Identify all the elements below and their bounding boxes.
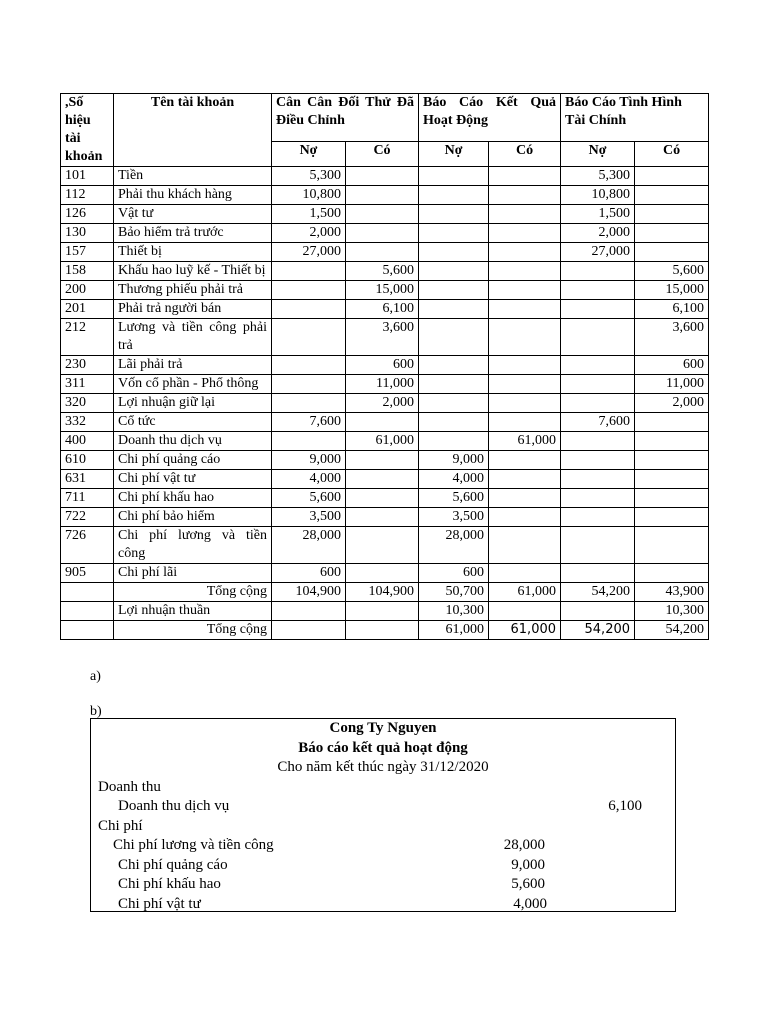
total-bs-credit: 43,900 [635, 583, 709, 602]
account-name: Vật tư [114, 205, 272, 224]
header-debit: Nợ [561, 142, 635, 167]
bs-credit-cell [635, 508, 709, 527]
bs-credit-cell [635, 205, 709, 224]
header-credit: Có [489, 142, 561, 167]
header-debit: Nợ [272, 142, 346, 167]
tb-debit-cell [272, 375, 346, 394]
expense-label: Chi phí vật tư [118, 895, 201, 912]
is-debit-cell: 9,000 [419, 451, 489, 470]
is-debit-cell: 600 [419, 564, 489, 583]
account-row [61, 243, 709, 262]
net-income-is-debit: 10,300 [419, 602, 489, 621]
account-name: Doanh thu dịch vụ [114, 432, 272, 451]
is-credit-cell [489, 167, 561, 186]
bs-debit-cell [561, 356, 635, 375]
account-row [61, 356, 709, 375]
is-credit-cell [489, 413, 561, 432]
account-row [61, 413, 709, 432]
grand-total-label: Tổng cộng [114, 621, 272, 640]
account-number: 230 [61, 356, 114, 375]
account-row [61, 186, 709, 205]
bs-debit-cell [561, 451, 635, 470]
account-name: Chi phí quảng cáo [114, 451, 272, 470]
bs-credit-cell [635, 224, 709, 243]
header-account-name: Tên tài khoản [114, 94, 272, 167]
tb-credit-cell: 5,600 [346, 262, 419, 281]
account-row [61, 375, 709, 394]
grand-total-is-debit: 61,000 [419, 621, 489, 640]
expense-label: Chi phí quảng cáo [118, 856, 228, 873]
is-debit-cell [419, 319, 489, 356]
account-name: Bảo hiểm trả trước [114, 224, 272, 243]
total-label: Tổng cộng [114, 583, 272, 602]
total-row [61, 583, 709, 602]
tb-credit-cell: 11,000 [346, 375, 419, 394]
tb-credit-cell: 15,000 [346, 281, 419, 300]
bs-credit-cell [635, 432, 709, 451]
bs-debit-cell [561, 281, 635, 300]
account-row [61, 432, 709, 451]
bs-credit-cell [635, 470, 709, 489]
bs-debit-cell [561, 470, 635, 489]
tb-credit-cell [346, 243, 419, 262]
expense-label: Chi phí lương và tiền công [113, 837, 274, 853]
tb-debit-cell: 5,600 [272, 489, 346, 508]
account-row [61, 564, 709, 583]
expense-row [91, 875, 675, 895]
grand-total-bs-credit: 54,200 [635, 621, 709, 640]
account-name: Cổ tức [114, 413, 272, 432]
revenue-line-row [91, 797, 675, 817]
header-income-statement: Báo Cáo Kết Quả Hoạt Động [419, 94, 561, 142]
tb-debit-cell [272, 432, 346, 451]
tb-debit-cell: 3,500 [272, 508, 346, 527]
account-number: 332 [61, 413, 114, 432]
tb-debit-cell: 4,000 [272, 470, 346, 489]
is-credit-cell [489, 281, 561, 300]
tb-credit-cell [346, 167, 419, 186]
part-b-label: b) [90, 704, 102, 719]
bs-credit-cell: 11,000 [635, 375, 709, 394]
bs-debit-cell [561, 319, 635, 356]
is-debit-cell [419, 413, 489, 432]
bs-debit-cell [561, 527, 635, 564]
is-credit-cell [489, 186, 561, 205]
header-credit: Có [635, 142, 709, 167]
account-row [61, 205, 709, 224]
expense-label: Chi phí khấu hao [118, 876, 221, 892]
expense-heading-row [91, 817, 675, 837]
account-number: 610 [61, 451, 114, 470]
header-debit: Nợ [419, 142, 489, 167]
bs-debit-cell: 1,500 [561, 205, 635, 224]
is-credit-cell [489, 527, 561, 564]
is-credit-cell [489, 300, 561, 319]
is-debit-cell [419, 167, 489, 186]
total-bs-debit: 54,200 [561, 583, 635, 602]
tb-credit-cell: 2,000 [346, 394, 419, 413]
is-debit-cell [419, 224, 489, 243]
tb-debit-cell [272, 262, 346, 281]
is-debit-cell [419, 394, 489, 413]
tb-debit-cell: 28,000 [272, 527, 346, 564]
bs-debit-cell: 5,300 [561, 167, 635, 186]
tb-credit-cell [346, 413, 419, 432]
tb-credit-cell [346, 186, 419, 205]
grand-total-row [61, 621, 709, 640]
tb-credit-cell [346, 205, 419, 224]
is-debit-cell [419, 243, 489, 262]
account-number: 320 [61, 394, 114, 413]
bs-debit-cell: 27,000 [561, 243, 635, 262]
account-number: 201 [61, 300, 114, 319]
account-row [61, 167, 709, 186]
account-name: Chi phí vật tư [114, 470, 272, 489]
account-name: Lãi phải trả [114, 356, 272, 375]
header-balance-sheet: Báo Cáo Tình Hình Tài Chính [561, 94, 709, 142]
account-name: Chi phí khấu hao [114, 489, 272, 508]
is-credit-cell [489, 394, 561, 413]
bs-debit-cell [561, 300, 635, 319]
is-debit-cell [419, 281, 489, 300]
expense-list [91, 836, 675, 914]
account-name: Vốn cổ phần - Phổ thông [114, 375, 272, 394]
account-number: 400 [61, 432, 114, 451]
tb-debit-cell: 27,000 [272, 243, 346, 262]
is-debit-cell [419, 300, 489, 319]
company-name: Cong Ty Nguyen [329, 720, 437, 736]
tb-credit-cell [346, 508, 419, 527]
is-credit-cell [489, 451, 561, 470]
tb-debit-cell: 2,000 [272, 224, 346, 243]
bs-credit-cell [635, 564, 709, 583]
is-debit-cell [419, 186, 489, 205]
account-number: 200 [61, 281, 114, 300]
revenue-line-label: Doanh thu dịch vụ [118, 798, 230, 814]
tb-debit-cell [272, 281, 346, 300]
is-debit-cell [419, 262, 489, 281]
account-number: 631 [61, 470, 114, 489]
net-income-bs-credit: 10,300 [635, 602, 709, 621]
expense-amount: 28,000 [503, 837, 545, 853]
account-number: 726 [61, 527, 114, 564]
account-number: 101 [61, 167, 114, 186]
bs-debit-cell: 2,000 [561, 224, 635, 243]
bs-credit-cell: 15,000 [635, 281, 709, 300]
account-number: 905 [61, 564, 114, 583]
bs-credit-cell [635, 451, 709, 470]
tb-credit-cell: 600 [346, 356, 419, 375]
account-name: Phải trả người bán [114, 300, 272, 319]
is-credit-cell [489, 470, 561, 489]
account-name: Thương phiếu phải trả [114, 281, 272, 300]
bs-debit-cell [561, 564, 635, 583]
total-tb-debit: 104,900 [272, 583, 346, 602]
account-row [61, 394, 709, 413]
tb-credit-cell: 3,600 [346, 319, 419, 356]
account-row [61, 489, 709, 508]
account-name: Tiền [114, 167, 272, 186]
header-account-no: ,Số hiệu tài khoản [61, 94, 114, 167]
is-credit-cell [489, 319, 561, 356]
account-number: 711 [61, 489, 114, 508]
expense-amount: 5,600 [511, 876, 545, 892]
account-name: Phải thu khách hàng [114, 186, 272, 205]
account-number: 311 [61, 375, 114, 394]
net-income-label: Lợi nhuận thuần [114, 602, 272, 621]
bs-credit-cell [635, 413, 709, 432]
is-debit-cell: 28,000 [419, 527, 489, 564]
expense-row [91, 856, 675, 876]
bs-debit-cell: 10,800 [561, 186, 635, 205]
bs-credit-cell: 2,000 [635, 394, 709, 413]
account-number: 126 [61, 205, 114, 224]
bs-debit-cell [561, 394, 635, 413]
bs-credit-cell [635, 527, 709, 564]
expense-row [91, 895, 675, 915]
bs-credit-cell: 3,600 [635, 319, 709, 356]
account-name: Chi phí lãi [114, 564, 272, 583]
total-is-credit: 61,000 [489, 583, 561, 602]
tb-debit-cell: 600 [272, 564, 346, 583]
revenue-heading: Doanh thu [98, 778, 161, 795]
tb-credit-cell [346, 564, 419, 583]
account-row [61, 300, 709, 319]
tb-credit-cell [346, 451, 419, 470]
net-income-row [61, 602, 709, 621]
tb-credit-cell [346, 224, 419, 243]
account-row [61, 470, 709, 489]
is-debit-cell: 5,600 [419, 489, 489, 508]
tb-debit-cell [272, 319, 346, 356]
tb-debit-cell [272, 356, 346, 375]
is-credit-cell [489, 243, 561, 262]
is-debit-cell [419, 356, 489, 375]
worksheet-body [61, 167, 709, 583]
account-name: Khấu hao luỹ kế - Thiết bị [114, 262, 272, 281]
grand-total-bs-debit: 54,200 [561, 621, 635, 640]
bs-credit-cell [635, 186, 709, 205]
tb-credit-cell: 6,100 [346, 300, 419, 319]
bs-debit-cell [561, 489, 635, 508]
bs-credit-cell: 6,100 [635, 300, 709, 319]
income-statement-box [90, 718, 676, 912]
tb-credit-cell: 61,000 [346, 432, 419, 451]
bs-debit-cell [561, 375, 635, 394]
account-number: 212 [61, 319, 114, 356]
is-debit-cell [419, 375, 489, 394]
bs-debit-cell [561, 432, 635, 451]
account-row [61, 527, 709, 564]
account-name: Lợi nhuận giữ lại [114, 394, 272, 413]
is-credit-cell [489, 375, 561, 394]
account-row [61, 319, 709, 356]
bs-credit-cell [635, 167, 709, 186]
account-name: Chi phí lương và tiền công [114, 527, 272, 564]
account-row [61, 508, 709, 527]
tb-credit-cell [346, 470, 419, 489]
grand-total-is-credit: 61,000 [489, 621, 561, 640]
account-number: 158 [61, 262, 114, 281]
account-name: Chi phí bảo hiểm [114, 508, 272, 527]
expense-heading: Chi phí [98, 817, 143, 834]
tb-debit-cell: 5,300 [272, 167, 346, 186]
tb-debit-cell: 10,800 [272, 186, 346, 205]
is-credit-cell [489, 224, 561, 243]
worksheet-table [60, 93, 709, 640]
is-debit-cell: 4,000 [419, 470, 489, 489]
expense-row [91, 836, 675, 856]
account-row [61, 451, 709, 470]
is-debit-cell [419, 205, 489, 224]
tb-debit-cell: 1,500 [272, 205, 346, 224]
account-number: 722 [61, 508, 114, 527]
is-credit-cell [489, 356, 561, 375]
bs-debit-cell: 7,600 [561, 413, 635, 432]
account-row [61, 281, 709, 300]
is-credit-cell [489, 564, 561, 583]
worksheet-totals [61, 583, 709, 640]
bs-credit-cell [635, 243, 709, 262]
is-credit-cell [489, 205, 561, 224]
is-credit-cell [489, 508, 561, 527]
expense-amount: 4,000 [513, 895, 547, 912]
account-row [61, 262, 709, 281]
bs-debit-cell [561, 262, 635, 281]
is-debit-cell [419, 432, 489, 451]
tb-credit-cell [346, 489, 419, 508]
account-row [61, 224, 709, 243]
statement-period: Cho năm kết thúc ngày 31/12/2020 [277, 759, 489, 775]
tb-debit-cell [272, 394, 346, 413]
bs-credit-cell [635, 489, 709, 508]
header-credit: Có [346, 142, 419, 167]
account-name: Thiết bị [114, 243, 272, 262]
is-credit-cell: 61,000 [489, 432, 561, 451]
is-credit-cell [489, 489, 561, 508]
total-tb-credit: 104,900 [346, 583, 419, 602]
tb-debit-cell [272, 300, 346, 319]
statement-title: Báo cáo kết quả hoạt động [298, 739, 468, 756]
bs-credit-cell: 600 [635, 356, 709, 375]
revenue-line-amount: 6,100 [608, 798, 642, 814]
total-is-debit: 50,700 [419, 583, 489, 602]
expense-amount: 9,000 [511, 856, 545, 873]
tb-credit-cell [346, 527, 419, 564]
bs-credit-cell: 5,600 [635, 262, 709, 281]
revenue-heading-row [91, 778, 675, 798]
account-number: 157 [61, 243, 114, 262]
account-name: Lương và tiền công phải trả [114, 319, 272, 356]
header-adjusted-trial-balance: Cân Cân Đối Thử Đã Điều Chỉnh [272, 94, 419, 142]
is-credit-cell [489, 262, 561, 281]
tb-debit-cell: 9,000 [272, 451, 346, 470]
part-a-label: a) [90, 669, 101, 684]
account-number: 112 [61, 186, 114, 205]
account-number: 130 [61, 224, 114, 243]
is-debit-cell: 3,500 [419, 508, 489, 527]
bs-debit-cell [561, 508, 635, 527]
tb-debit-cell: 7,600 [272, 413, 346, 432]
